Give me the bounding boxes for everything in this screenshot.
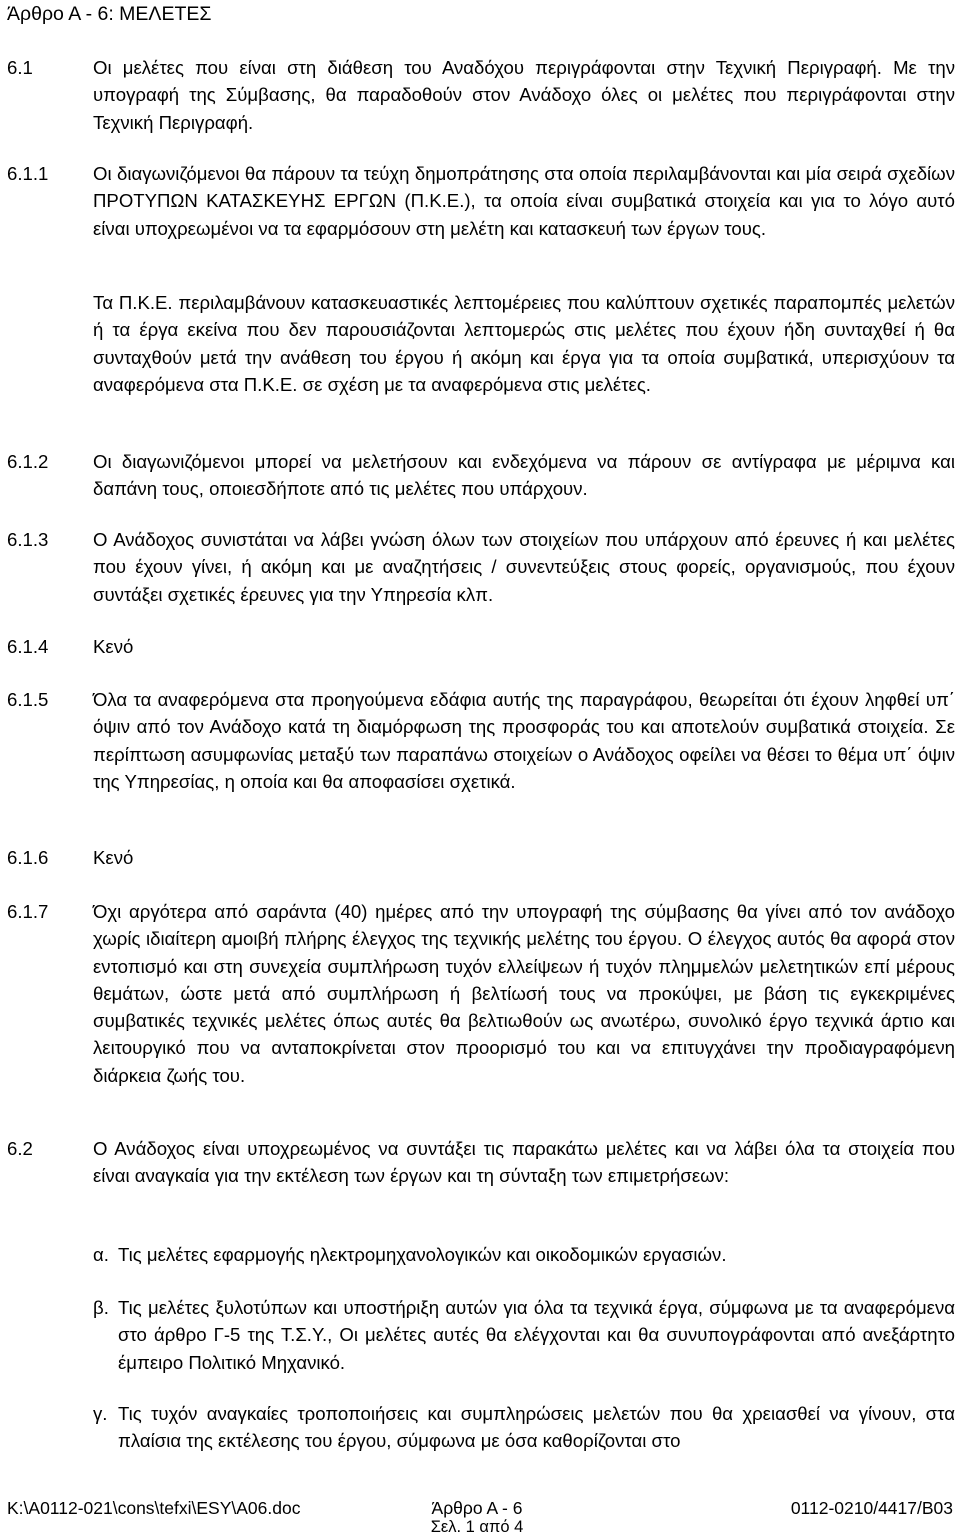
section-number: 6.1.3 — [7, 529, 49, 550]
section-text: Οι μελέτες που είναι στη διάθεση του Αναδόχου περιγράφονται στην Τεχνική Περιγραφή. Με την υπογραφή της Σύμβασης, θα παραδοθούν στον Ανάδοχο όλες οι μελέτες που περιγράφονται στην Τεχνική Περιγραφή. — [93, 57, 955, 133]
section-text: Όχι αργότερα από σαράντα (40) ημέρες από την υπογραφή της σύμβασης θα γίνει από τον ανάδοχο χωρίς ιδιαίτερη αμοιβή πλήρης έλεγχος της τεχνικής μελέτης του έργου. Ο έλεγχος αυτός θα αφορά στον εντοπισμό και στη συνεχεία συμπλήρωση τυχόν ελλείψεων ή τυχόν πλημμελών μελετητικών επί μέρους θεμάτων, ώστε μετά από συμπλήρωση ή βελτίωσή τους να προκύψει, με βάση τις εγκεκριμένες συμβατικές τεχνικές μελέτες όπως αυτές θα βελτιωθούν ως ανωτέρω, συνολικό έργο τεχνικά άρτιο και λειτουργικό που να ανταποκρίνεται στον προορισμό του και να επιτυγχάνει την προδιαγραφόμενη διάρκεια ζωής του. — [93, 901, 955, 1086]
section-text: Ο Ανάδοχος συνιστάται να λάβει γνώση όλων των στοιχείων που υπάρχουν από έρευνες ή και μελέτες που έχουν γίνει, ή ακόμη και με αναζητήσεις / συνεντεύξεις στους φορείς, οργανισμούς, που έχουν συντάξει σχετικές έρευνες για την Υπηρεσία κλπ. — [93, 529, 955, 605]
section-text: Οι διαγωνιζόμενοι θα πάρουν τα τεύχη δημοπράτησης στα οποία περιλαμβάνονται και μία σειρά σχεδίων ΠΡΟΤΥΠΩΝ ΚΑΤΑΣΚΕΥΗΣ ΕΡΓΩΝ (Π.Κ.Ε.), τα οποία είναι συμβατικά στοιχεία και για το λόγο αυτό είναι υποχρεωμένοι να τα εφαρμόσουν στη μελέτη και κατασκευή των έργων τους. — [93, 163, 955, 239]
section-number: 6.1.1 — [7, 163, 49, 184]
section-number: 6.1.7 — [7, 901, 49, 922]
footer-document-code: 0112-0210/4417/B03 — [790, 1498, 953, 1518]
list-text: Τις τυχόν αναγκαίες τροποποιήσεις και συμπληρώσεις μελετών που θα χρειασθεί να γίνουν, στα πλαίσια της εκτέλεσης του έργου, σύμφωνα με όσα καθορίζονται στο — [118, 1403, 955, 1452]
section-text: Τα Π.Κ.Ε. περιλαμβάνουν κατασκευαστικές λεπτομέρειες που καλύπτουν σχετικές παραπομπές μελετών ή τα έργα εκείνα που δεν παρουσιάζονται λεπτομερώς στις μελέτες που έχουν ήδη συνταχθεί ή θα συνταχθούν μετά την ανάθεση του έργου ή ακόμη και έργα για τα οποία συμβατικά, υπερισχύουν τα αναφερόμενα στα Π.Κ.Ε. σε σχέση με τα αναφερόμενα στις μελέτες. — [93, 292, 955, 395]
list-marker: α. — [93, 1244, 109, 1265]
list-text: Τις μελέτες ξυλοτύπων και υποστήριξη αυτών για όλα τα τεχνικά έργα, σύμφωνα με τα αναφερόμενα στο άρθρο Γ-5 της Τ.Σ.Υ., Οι μελέτες αυτές θα ελέγχονται και θα συνυπογράφονται από ανεξάρτητο έμπειρο Πολιτικό Μηχανικό. — [118, 1297, 955, 1373]
list-marker: γ. — [93, 1403, 108, 1424]
section-text: Κενό — [93, 847, 134, 868]
section-text: Κενό — [93, 636, 134, 657]
footer-article: Άρθρο Α - 6 — [431, 1498, 523, 1518]
page-title: Άρθρο Α - 6: ΜΕΛΕΤΕΣ — [7, 3, 212, 25]
section-text: Όλα τα αναφερόμενα στα προηγούμενα εδάφια αυτής της παραγράφου, θεωρείται ότι έχουν ληφθεί υπ΄ όψιν από τον Ανάδοχο κατά τη διαμόρφωση της προσφοράς του και αποτελούν συμβατικά στοιχεία. Σε περίπτωση ασυμφωνίας μεταξύ των παραπάνω στοιχείων ο Ανάδοχος οφείλει να θέσει το θέμα υπ΄ όψιν της Υπηρεσίας, η οποία και θα αποφασίσει σχετικά. — [93, 689, 955, 792]
section-number: 6.1.5 — [7, 689, 49, 710]
section-text: Οι διαγωνιζόμενοι μπορεί να μελετήσουν και ενδεχόμενα να πάρουν σε αντίγραφα με μέριμνα και δαπάνη τους, οποιεσδήποτε από τις μελέτες που υπάρχουν. — [93, 451, 955, 500]
section-number: 6.2 — [7, 1138, 33, 1159]
footer-file-path: K:\A0112-021\cons\tefxi\ESY\A06.doc — [7, 1498, 301, 1518]
section-number: 6.1 — [7, 57, 33, 78]
footer-page-number: Σελ. 1 από 4 — [430, 1518, 524, 1536]
section-number: 6.1.6 — [7, 847, 49, 868]
section-text: Ο Ανάδοχος είναι υποχρεωμένος να συντάξει τις παρακάτω μελέτες και να λάβει όλα τα στοιχεία που είναι αναγκαία για την εκτέλεση των έργων και τη σύνταξη των επιμετρήσεων: — [93, 1138, 955, 1187]
list-text: Τις μελέτες εφαρμογής ηλεκτρομηχανολογικών και οικοδομικών εργασιών. — [118, 1244, 727, 1265]
list-marker: β. — [93, 1297, 109, 1318]
section-number: 6.1.4 — [7, 636, 49, 657]
section-number: 6.1.2 — [7, 451, 49, 472]
